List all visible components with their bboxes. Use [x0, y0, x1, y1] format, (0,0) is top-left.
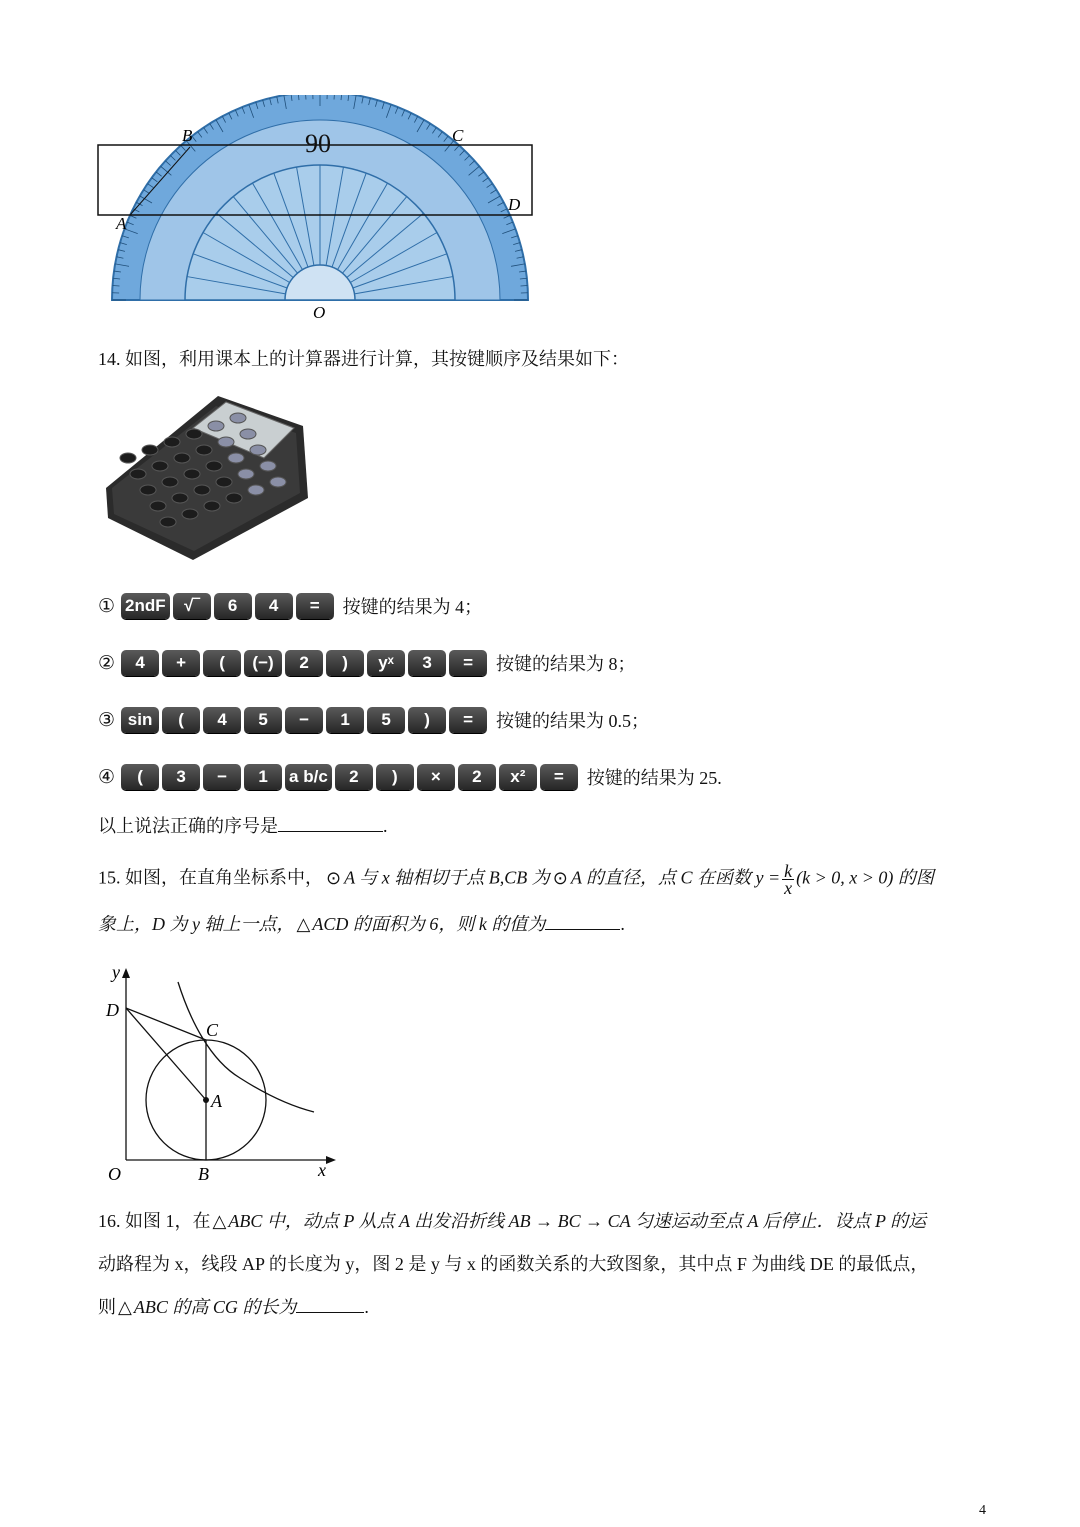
- fig15-c-label: C: [206, 1020, 219, 1040]
- q15-line-1: 15. 如图，在直角坐标系中， ⊙ A 与 x 轴相切于点 B,CB 为 ⊙ A 的直径，点 C 在函数 y = $\frac{k}{x}$ (k > 0, x > 0) 的图: [98, 861, 934, 898]
- fig15-a-label: A: [211, 1091, 222, 1111]
- q15-text-c: A 的直径，点 C 在函数 y =: [570, 867, 781, 888]
- q16-text-d: ABC 的高 CG 的长为: [133, 1297, 297, 1317]
- q14-stem: 14. 如图，利用课本上的计算器进行计算，其按键顺序及结果如下：: [98, 349, 629, 369]
- item-result: 按键的结果为 25.: [586, 768, 722, 788]
- calc-key: 2: [458, 764, 496, 790]
- q15-line-2: 象上，D 为 y 轴上一点， △ ACD 的面积为 6，则 k 的值为 .: [98, 914, 625, 935]
- q14-item-3: [98, 705, 649, 735]
- point-d-label: D: [508, 195, 521, 214]
- calc-key: =: [449, 650, 487, 676]
- calculator-image: [98, 388, 313, 566]
- item-result: 按键的结果为 0.5；: [496, 711, 650, 731]
- q15-text-b: A 与 x 轴相切于点 B,CB 为: [344, 867, 550, 888]
- q14-question: [98, 815, 388, 837]
- q14-item-1: [98, 591, 482, 621]
- calc-key: =: [449, 707, 487, 733]
- item-number: ④: [98, 766, 116, 788]
- point-o-label: O: [313, 303, 326, 322]
- fig15-b-label: B: [198, 1164, 209, 1184]
- item-result: 按键的结果为 4；: [342, 597, 483, 617]
- calc-key: (: [162, 707, 200, 733]
- answer-blank[interactable]: [278, 815, 383, 832]
- q15-figure: [100, 960, 340, 1185]
- item-result: 按键的结果为 8；: [496, 654, 636, 674]
- fraction: [782, 863, 794, 896]
- calc-key: 2ndF: [121, 593, 170, 619]
- item-number: ③: [98, 709, 116, 731]
- calc-key: +: [162, 650, 200, 676]
- q14-question-text: 以上说法正确的序号是: [98, 816, 278, 836]
- fig15-o-label: O: [108, 1164, 121, 1184]
- q15-text-a: 15. 如图，在直角坐标系中，: [98, 867, 323, 888]
- calc-key: 1: [326, 707, 364, 733]
- q16-line-3: 则 △ ABC 的高 CG 的长为 .: [98, 1297, 369, 1318]
- q16-text-c: 则: [98, 1297, 116, 1317]
- calc-key: ×: [417, 764, 455, 790]
- q15-text-e: 象上，D 为 y 轴上一点，: [98, 914, 295, 934]
- calc-key: =: [540, 764, 578, 790]
- calc-key: (: [203, 650, 241, 676]
- q16-text-b: ABC 中，动点 P 从点 A 出发沿折线 AB → BC → CA 匀速运动至点 A 后停止．设点 P 的运: [228, 1211, 927, 1231]
- protractor-figure: [90, 95, 550, 325]
- item-number: ②: [98, 652, 116, 674]
- calc-key: (: [121, 764, 159, 790]
- calc-key: (−): [244, 650, 282, 676]
- q16-line-1: 16. 如图 1，在 △ ABC 中，动点 P 从点 A 出发沿折线 AB → BC → CA 匀速运动至点 A 后停止．设点 P 的运: [98, 1211, 927, 1232]
- answer-blank[interactable]: [296, 1296, 364, 1313]
- calc-key: 4: [203, 707, 241, 733]
- point-b-label: B: [182, 126, 193, 145]
- q14-end: .: [383, 816, 388, 836]
- calc-key: ): [408, 707, 446, 733]
- calc-key: √‾: [173, 593, 211, 619]
- calc-key: x²: [499, 764, 537, 790]
- calc-key: 1: [244, 764, 282, 790]
- q16-line-2: 动路程为 x，线段 AP 的长度为 y，图 2 是 y 与 x 的函数关系的大致图象，其中点 F 为曲线 DE 的最低点，: [98, 1254, 929, 1274]
- protractor-90-label: 90: [305, 129, 331, 158]
- calc-key: ): [326, 650, 364, 676]
- answer-blank[interactable]: [545, 913, 620, 930]
- frac-den: x: [784, 878, 793, 898]
- fig15-y-label: y: [112, 962, 120, 982]
- page-number: 4: [979, 1503, 986, 1518]
- calc-key: sin: [121, 707, 159, 733]
- q15-end: .: [620, 914, 625, 934]
- calc-key: 4: [255, 593, 293, 619]
- point-a-label: A: [116, 214, 127, 233]
- calc-key: =: [296, 593, 334, 619]
- fig15-d-label: D: [106, 1000, 119, 1020]
- q16-text-a: 16. 如图 1，在: [98, 1211, 211, 1231]
- q15-text-f: ACD 的面积为 6，则 k 的值为: [312, 914, 546, 934]
- calc-key: −: [203, 764, 241, 790]
- calc-key: 3: [162, 764, 200, 790]
- q14-item-2: [98, 648, 636, 678]
- calc-key: 6: [214, 593, 252, 619]
- q14-item-4: [98, 762, 722, 792]
- calc-key: a b/c: [285, 764, 332, 790]
- calc-key: 5: [244, 707, 282, 733]
- calc-key: 4: [121, 650, 159, 676]
- calc-key: 2: [285, 650, 323, 676]
- q16-end: .: [364, 1297, 369, 1317]
- calc-key: 3: [408, 650, 446, 676]
- calc-key: yˣ: [367, 650, 405, 676]
- point-c-label: C: [452, 126, 464, 145]
- calc-key: −: [285, 707, 323, 733]
- q15-text-d: (k > 0, x > 0) 的图: [796, 867, 934, 888]
- calc-key: 2: [335, 764, 373, 790]
- item-number: ①: [98, 595, 116, 617]
- calc-key: ): [376, 764, 414, 790]
- calc-key: 5: [367, 707, 405, 733]
- fig15-x-label: x: [318, 1160, 326, 1180]
- frac-num: k: [784, 861, 793, 881]
